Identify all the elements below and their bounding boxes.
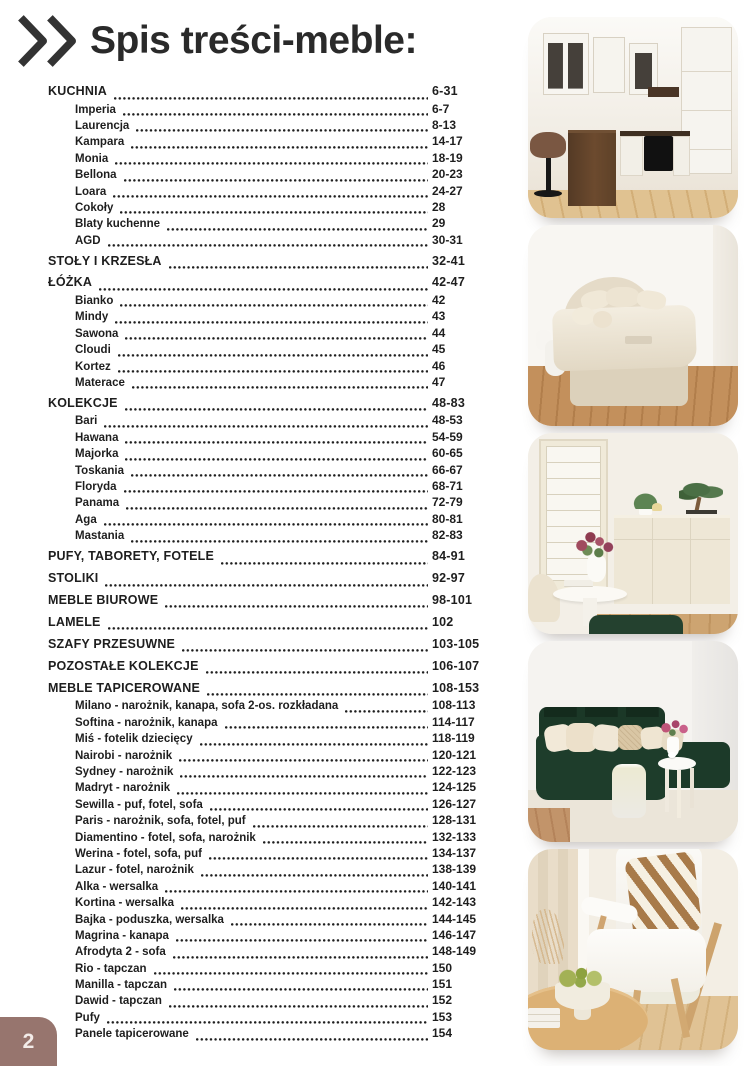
toc-entry-pages: 118-119 bbox=[432, 731, 475, 746]
toc-entry bbox=[48, 233, 490, 249]
toc-entry bbox=[48, 715, 490, 731]
toc-entry-label: Mindy bbox=[75, 311, 109, 324]
toc-entry bbox=[48, 944, 490, 960]
toc-entry-label: Kortina - wersalka bbox=[75, 897, 175, 910]
toc-entry-label: Paris - narożnik, sofa, fotel, puf bbox=[75, 815, 246, 828]
bedroom-curtain bbox=[713, 225, 738, 370]
books-on-table bbox=[564, 580, 593, 587]
side-table-top bbox=[658, 757, 696, 770]
toc-entry-pages: 126-127 bbox=[432, 796, 477, 811]
toc-entry-pages: 18-19 bbox=[432, 150, 463, 165]
dotted-leader bbox=[169, 1004, 428, 1008]
side-table-leg bbox=[677, 770, 681, 818]
dotted-leader bbox=[173, 955, 428, 959]
toc-entry bbox=[48, 359, 490, 375]
toc-entry bbox=[48, 977, 490, 993]
toc-entry-pages: 48-53 bbox=[432, 413, 463, 428]
dotted-leader bbox=[125, 407, 428, 411]
dotted-leader bbox=[131, 145, 428, 149]
toc-entry-label: Mastania bbox=[75, 530, 125, 543]
dotted-leader bbox=[176, 938, 428, 942]
toc-entry-pages: 47 bbox=[432, 375, 446, 390]
dotted-leader bbox=[206, 670, 428, 674]
zebra-pattern-pillow bbox=[624, 851, 703, 939]
kitchen-base-cabinet-2 bbox=[673, 136, 690, 176]
bed-pillow bbox=[606, 287, 640, 307]
dotted-leader bbox=[124, 489, 428, 493]
toc-entry-pages: 24-27 bbox=[432, 183, 463, 198]
toc-entry-pages: 124-125 bbox=[432, 780, 477, 795]
toc-entry-label: MEBLE BIUROWE bbox=[48, 592, 159, 607]
toc-entry-label: LAMELE bbox=[48, 614, 101, 629]
toc-entry bbox=[48, 780, 490, 796]
dotted-leader bbox=[196, 1037, 428, 1041]
toc-entry bbox=[48, 167, 490, 183]
dotted-leader bbox=[113, 194, 428, 198]
toc-entry-label: STOLIKI bbox=[48, 570, 99, 585]
toc-entry-pages: 140-141 bbox=[432, 878, 477, 893]
sideboard bbox=[614, 515, 730, 603]
double-chevron-icon bbox=[16, 12, 78, 70]
dotted-leader bbox=[107, 1020, 428, 1024]
dotted-leader bbox=[200, 742, 428, 746]
toc-entry-pages: 134-137 bbox=[432, 845, 477, 860]
toc-entry-label: Softina - narożnik, kanapa bbox=[75, 716, 218, 729]
dotted-leader bbox=[253, 824, 428, 828]
dotted-leader bbox=[131, 539, 428, 543]
photo-green-sofa-room bbox=[528, 641, 738, 842]
toc-entry bbox=[48, 495, 490, 511]
toc-entry-pages: 44 bbox=[432, 325, 446, 340]
bed-round-pillow bbox=[593, 311, 612, 327]
toc-entry-pages: 72-79 bbox=[432, 495, 463, 510]
toc-entry-pages: 66-67 bbox=[432, 462, 463, 477]
dotted-leader bbox=[165, 889, 428, 893]
green-pouf bbox=[589, 615, 684, 634]
living-room-floor bbox=[528, 808, 570, 842]
table-of-contents bbox=[48, 84, 490, 1043]
dotted-leader bbox=[201, 873, 428, 877]
toc-entry-label: Nairobi - narożnik bbox=[75, 749, 173, 762]
toc-entry-pages: 138-139 bbox=[432, 862, 477, 877]
toc-entry-pages: 82-83 bbox=[432, 528, 463, 543]
toc-entry bbox=[48, 879, 490, 895]
toc-entry-pages: 106-107 bbox=[432, 658, 480, 673]
toc-entry-label: POZOSTAŁE KOLEKCJE bbox=[48, 658, 199, 673]
toc-entry bbox=[48, 1010, 490, 1026]
dotted-leader bbox=[209, 856, 428, 860]
dotted-leader bbox=[165, 604, 428, 608]
dotted-leader bbox=[207, 692, 428, 696]
dotted-leader bbox=[181, 906, 428, 910]
toc-entry-label: AGD bbox=[75, 234, 101, 247]
toc-entry bbox=[48, 1026, 490, 1042]
dotted-leader bbox=[104, 522, 428, 526]
dotted-leader bbox=[115, 320, 428, 324]
toc-entry-label: KOLEKCJE bbox=[48, 395, 118, 410]
kitchen-cabinet bbox=[593, 37, 625, 93]
toc-entry-pages: 98-101 bbox=[432, 592, 473, 607]
dotted-leader bbox=[105, 583, 428, 587]
toc-entry-label: Panele tapicerowane bbox=[75, 1028, 189, 1041]
toc-entry-label: Miś - fotelik dziecięcy bbox=[75, 733, 193, 746]
coffee-cup bbox=[668, 752, 676, 758]
toc-entry bbox=[48, 846, 490, 862]
toc-entry-label: Kortez bbox=[75, 360, 111, 373]
toc-entry bbox=[48, 698, 490, 714]
dotted-leader bbox=[154, 971, 428, 975]
dotted-leader bbox=[263, 840, 428, 844]
photo-bedroom bbox=[528, 225, 738, 426]
toc-entry-pages: 153 bbox=[432, 1009, 453, 1024]
toc-entry-label: MEBLE TAPICEROWANE bbox=[48, 680, 200, 695]
toc-entry-label: Bianko bbox=[75, 295, 114, 308]
dotted-leader bbox=[225, 725, 429, 729]
bar-stool-seat bbox=[530, 132, 566, 158]
dotted-leader bbox=[125, 457, 428, 461]
toc-entry bbox=[48, 830, 490, 846]
toc-entry-label: Pufy bbox=[75, 1011, 100, 1024]
dotted-leader bbox=[114, 96, 428, 100]
toc-entry bbox=[48, 396, 490, 414]
toc-entry-label: Rio - tapczan bbox=[75, 962, 147, 975]
bed-tray bbox=[625, 336, 652, 344]
toc-entry-label: Dawid - tapczan bbox=[75, 995, 162, 1008]
toc-entry-pages: 29 bbox=[432, 216, 446, 231]
toc-entry-pages: 30-31 bbox=[432, 232, 463, 247]
toc-entry bbox=[48, 993, 490, 1009]
toc-entry-label: Bellona bbox=[75, 169, 117, 182]
dotted-leader bbox=[167, 227, 428, 231]
toc-entry-label: Materace bbox=[75, 377, 125, 390]
toc-entry bbox=[48, 615, 490, 633]
toc-entry bbox=[48, 512, 490, 528]
toc-entry bbox=[48, 928, 490, 944]
toc-entry-label: ŁÓŻKA bbox=[48, 275, 93, 290]
dotted-leader bbox=[182, 648, 428, 652]
toc-entry-label: Manilla - tapczan bbox=[75, 979, 168, 992]
book-stack bbox=[528, 1008, 560, 1028]
toc-entry-pages: 154 bbox=[432, 1026, 453, 1041]
toc-entry bbox=[48, 254, 490, 272]
toc-entry-label: Sewilla - puf, fotel, sofa bbox=[75, 798, 203, 811]
toc-entry-label: Hawana bbox=[75, 431, 119, 444]
page-number-badge: 2 bbox=[0, 1017, 57, 1066]
toc-entry bbox=[48, 102, 490, 118]
toc-entry-pages: 68-71 bbox=[432, 478, 463, 493]
toc-entry bbox=[48, 309, 490, 325]
toc-entry-pages: 122-123 bbox=[432, 763, 477, 778]
bar-stool-base bbox=[534, 190, 561, 197]
toc-entry-label: Panama bbox=[75, 497, 120, 510]
bar-stool-pole bbox=[546, 156, 551, 192]
toc-entry bbox=[48, 528, 490, 544]
cylinder-side-table bbox=[612, 764, 646, 818]
dotted-leader bbox=[115, 161, 428, 165]
toc-entry-pages: 84-91 bbox=[432, 548, 465, 563]
dotted-leader bbox=[120, 303, 428, 307]
side-table-leg bbox=[690, 768, 694, 808]
toc-entry bbox=[48, 446, 490, 462]
dotted-leader bbox=[169, 265, 428, 269]
toc-entry bbox=[48, 84, 490, 102]
dotted-leader bbox=[174, 987, 428, 991]
toc-entry-label: Werina - fotel, sofa, puf bbox=[75, 847, 202, 860]
toc-entry bbox=[48, 764, 490, 780]
photo-column bbox=[528, 17, 738, 1057]
toc-entry-pages: 54-59 bbox=[432, 429, 463, 444]
toc-entry-pages: 128-131 bbox=[432, 813, 477, 828]
toc-entry-pages: 46 bbox=[432, 358, 446, 373]
tulip-bouquet bbox=[576, 529, 614, 561]
dotted-leader bbox=[177, 791, 428, 795]
toc-entry-pages: 120-121 bbox=[432, 747, 477, 762]
toc-entry-label: Lazur - fotel, narożnik bbox=[75, 864, 194, 877]
kitchen-base-cabinet bbox=[620, 136, 643, 176]
toc-entry bbox=[48, 200, 490, 216]
dotted-leader bbox=[108, 626, 428, 630]
toc-entry-label: Bajka - poduszka, wersalka bbox=[75, 913, 224, 926]
toc-entry-pages: 60-65 bbox=[432, 446, 463, 461]
toc-entry-label: Milano - narożnik, kanapa, sofa 2-os. rozkładana bbox=[75, 700, 339, 713]
toc-entry bbox=[48, 549, 490, 567]
toc-entry bbox=[48, 593, 490, 611]
side-table-leg bbox=[665, 768, 669, 812]
toc-entry bbox=[48, 118, 490, 134]
toc-entry-label: Kampara bbox=[75, 136, 125, 149]
dotted-leader bbox=[126, 506, 428, 510]
dotted-leader bbox=[125, 440, 428, 444]
kitchen-island bbox=[568, 130, 616, 206]
dotted-leader bbox=[180, 774, 428, 778]
toc-entry-label: Majorka bbox=[75, 448, 119, 461]
candle bbox=[652, 503, 663, 511]
toc-entry bbox=[48, 184, 490, 200]
dotted-leader bbox=[124, 178, 428, 182]
dotted-leader bbox=[118, 353, 428, 357]
toc-entry-label: Alka - wersalka bbox=[75, 880, 159, 893]
toc-entry-pages: 132-133 bbox=[432, 829, 477, 844]
toc-entry-pages: 144-145 bbox=[432, 911, 477, 926]
toc-entry bbox=[48, 637, 490, 655]
toc-entry-label: Loara bbox=[75, 185, 107, 198]
dotted-leader bbox=[118, 369, 428, 373]
toc-entry-pages: 8-13 bbox=[432, 117, 457, 132]
dotted-leader bbox=[123, 112, 428, 116]
toc-entry bbox=[48, 293, 490, 309]
toc-entry-pages: 103-105 bbox=[432, 636, 480, 651]
dotted-leader bbox=[345, 709, 428, 713]
kitchen-oven bbox=[644, 136, 673, 171]
toc-entry-label: SZAFY PRZESUWNE bbox=[48, 636, 176, 651]
bonsai-tree bbox=[679, 479, 723, 503]
toc-entry bbox=[48, 463, 490, 479]
toc-entry bbox=[48, 813, 490, 829]
toc-entry-label: Cokoły bbox=[75, 201, 114, 214]
toc-entry-label: Floryda bbox=[75, 480, 117, 493]
green-pears bbox=[557, 964, 605, 988]
dotted-leader bbox=[132, 385, 428, 389]
toc-entry-pages: 6-31 bbox=[432, 84, 458, 98]
toc-entry-label: Aga bbox=[75, 513, 97, 526]
toc-entry-pages: 28 bbox=[432, 199, 446, 214]
toc-entry-label: Madryt - narożnik bbox=[75, 782, 171, 795]
toc-entry bbox=[48, 479, 490, 495]
toc-entry bbox=[48, 151, 490, 167]
toc-entry-label: Afrodyta 2 - sofa bbox=[75, 946, 166, 959]
toc-entry-pages: 32-41 bbox=[432, 253, 465, 268]
dotted-leader bbox=[210, 807, 428, 811]
toc-entry bbox=[48, 862, 490, 878]
toc-entry-pages: 48-83 bbox=[432, 395, 465, 410]
toc-entry-pages: 45 bbox=[432, 342, 446, 357]
kitchen-hood-shelf bbox=[648, 87, 680, 97]
page-title: Spis treści-meble: bbox=[90, 19, 417, 62]
toc-entry bbox=[48, 748, 490, 764]
dotted-leader bbox=[120, 210, 428, 214]
photo-kitchen bbox=[528, 17, 738, 218]
toc-entry bbox=[48, 216, 490, 232]
toc-entry bbox=[48, 342, 490, 358]
dotted-leader bbox=[99, 287, 428, 291]
toc-entry-pages: 80-81 bbox=[432, 511, 463, 526]
toc-entry-label: Cloudi bbox=[75, 344, 111, 357]
toc-entry-pages: 108-153 bbox=[432, 680, 480, 695]
toc-entry-label: Blaty kuchenne bbox=[75, 218, 160, 231]
toc-entry-pages: 108-113 bbox=[432, 698, 476, 713]
dotted-leader bbox=[131, 473, 428, 477]
toc-entry bbox=[48, 912, 490, 928]
toc-entry bbox=[48, 797, 490, 813]
toc-entry bbox=[48, 413, 490, 429]
toc-entry-pages: 92-97 bbox=[432, 570, 465, 585]
toc-entry-label: Diamentino - fotel, sofa, narożnik bbox=[75, 831, 256, 844]
dotted-leader bbox=[104, 424, 428, 428]
toc-entry-label: STOŁY I KRZESŁA bbox=[48, 253, 162, 268]
photo-armchair bbox=[528, 849, 738, 1050]
kitchen-glass-cabinet bbox=[543, 33, 589, 95]
toc-entry-label: Monia bbox=[75, 152, 109, 165]
toc-entry bbox=[48, 681, 490, 699]
toc-entry-pages: 43 bbox=[432, 309, 446, 324]
toc-entry bbox=[48, 375, 490, 391]
toc-entry bbox=[48, 895, 490, 911]
toc-entry-pages: 151 bbox=[432, 977, 453, 992]
toc-entry bbox=[48, 430, 490, 446]
toc-entry-pages: 148-149 bbox=[432, 944, 477, 959]
page-header bbox=[16, 12, 417, 70]
dotted-leader bbox=[136, 128, 428, 132]
toc-entry bbox=[48, 731, 490, 747]
toc-entry-label: Imperia bbox=[75, 103, 116, 116]
toc-entry-label: KUCHNIA bbox=[48, 84, 108, 98]
dotted-leader bbox=[108, 243, 428, 247]
sofa-pillow-patterned bbox=[618, 725, 643, 749]
dotted-leader bbox=[221, 561, 428, 565]
dotted-leader bbox=[179, 758, 428, 762]
toc-entry bbox=[48, 659, 490, 677]
toc-entry-pages: 146-147 bbox=[432, 927, 477, 942]
toc-entry bbox=[48, 571, 490, 589]
toc-entry-label: Toskania bbox=[75, 464, 124, 477]
toc-entry-pages: 20-23 bbox=[432, 167, 463, 182]
photo-cabinet-room bbox=[528, 433, 738, 634]
toc-entry-pages: 102 bbox=[432, 614, 454, 629]
toc-entry-label: Bari bbox=[75, 415, 98, 428]
toc-entry-pages: 6-7 bbox=[432, 101, 450, 116]
toc-entry-label: Sydney - narożnik bbox=[75, 765, 174, 778]
toc-entry-pages: 142-143 bbox=[432, 895, 477, 910]
toc-entry bbox=[48, 134, 490, 150]
toc-entry-pages: 14-17 bbox=[432, 134, 463, 149]
toc-entry-pages: 42-47 bbox=[432, 275, 465, 290]
toc-entry-pages: 152 bbox=[432, 993, 453, 1008]
toc-entry bbox=[48, 275, 490, 293]
toc-entry bbox=[48, 326, 490, 342]
toc-entry-label: Sawona bbox=[75, 327, 119, 340]
toc-entry-label: Magrina - kanapa bbox=[75, 929, 169, 942]
bonsai-tray bbox=[686, 510, 718, 514]
dotted-leader bbox=[125, 336, 428, 340]
toc-entry-label: Laurencja bbox=[75, 119, 130, 132]
toc-entry-label: PUFY, TABORETY, FOTELE bbox=[48, 548, 214, 563]
toc-entry bbox=[48, 961, 490, 977]
toc-entry-pages: 114-117 bbox=[432, 714, 475, 729]
toc-entry-pages: 150 bbox=[432, 960, 453, 975]
toc-entry-pages: 42 bbox=[432, 293, 446, 308]
dotted-leader bbox=[231, 922, 428, 926]
